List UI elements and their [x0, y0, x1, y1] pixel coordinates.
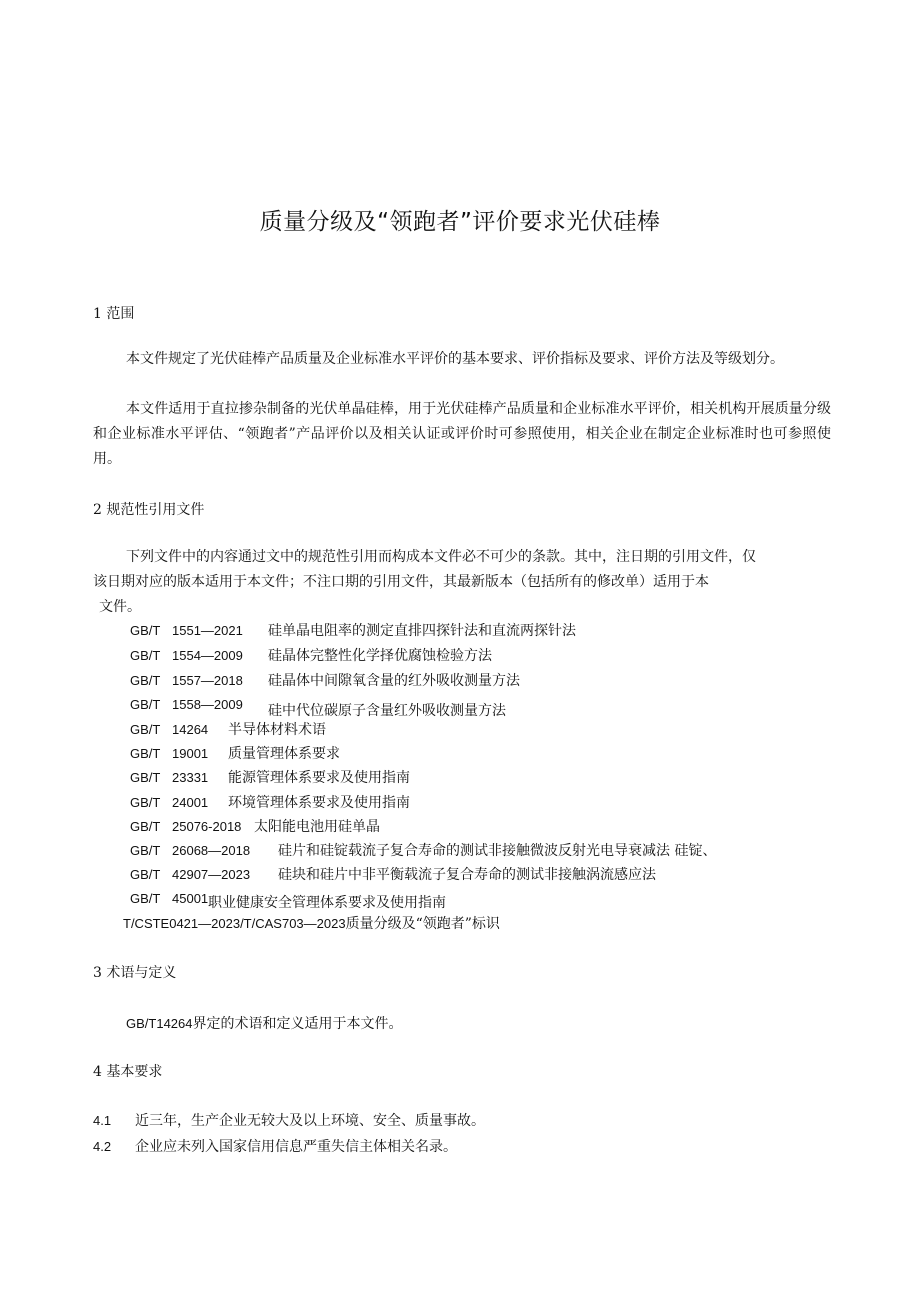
reference-item	[130, 694, 506, 719]
reference-title: 能源管理体系要求及使用指南	[228, 770, 410, 786]
section-3-text	[126, 1013, 403, 1033]
reference-item	[130, 864, 656, 884]
reference-title: 硅晶体中间隙氧含量的红外吸收测量方法	[268, 673, 520, 689]
reference-prefix: GB/T	[130, 623, 161, 638]
reference-number: 25076-2018	[172, 819, 242, 834]
reference-item	[130, 670, 520, 690]
reference-prefix: GB/T	[130, 867, 161, 882]
reference-number: 45001	[172, 891, 209, 906]
section-2-intro-line-1: 下列文件中的内容通过文中的规范性引用而构成本文件必不可少的条款。其中，注日期的引用文件，仅	[126, 549, 756, 565]
section-2-intro-line-2: 该日期对应的版本适用于本文件；不注口期的引用文件，其最新版本（包括所有的修改单）适用于本	[93, 574, 709, 590]
section-1-heading: 1 范围	[93, 306, 135, 322]
reference-number: 14264	[172, 722, 209, 737]
reference-item	[130, 645, 492, 665]
reference-prefix: GB/T	[130, 722, 161, 737]
reference-title: 质量管理体系要求	[228, 746, 340, 762]
requirement-text: 近三年，生产企业无较大及以上环境、安全、质量事故。	[135, 1113, 485, 1129]
document-title: 质量分级及“领跑者”评价要求光伏硅棒	[259, 209, 661, 235]
reference-number: 1558—2009	[172, 697, 243, 712]
requirement-number: 4.1	[93, 1113, 112, 1128]
reference-number: 26068—2018	[172, 843, 251, 858]
reference-title: 质量分级及“领跑者”标识	[345, 916, 500, 932]
requirement-text: 企业应未列入国家信用信息严重失信主体相关名录。	[135, 1139, 457, 1155]
reference-item	[130, 816, 380, 836]
reference-item	[123, 913, 500, 933]
reference-prefix: GB/T	[130, 843, 161, 858]
reference-prefix: GB/T	[130, 648, 161, 663]
reference-item	[130, 840, 716, 860]
section-1-paragraph-1: 本文件规定了光伏硅棒产品质量及企业标准水平评价的基本要求、评价指标及要求、评价方法及等级划分。	[126, 351, 784, 367]
requirement-item	[93, 1136, 457, 1156]
section-3-heading: 3 术语与定义	[93, 965, 177, 981]
reference-number: 23331	[172, 770, 209, 785]
reference-prefix: GB/T	[130, 697, 161, 712]
requirement-number: 4.2	[93, 1139, 112, 1154]
reference-title: 太阳能电池用硅单晶	[254, 819, 380, 835]
reference-prefix: GB/T	[130, 891, 161, 906]
reference-item	[130, 888, 446, 911]
reference-code: GB/T14264	[126, 1016, 193, 1031]
reference-title: 硅片和硅锭载流子复合寿命的测试非接触微波反射光电导衰减法 硅锭、	[278, 843, 717, 859]
section-4-heading: 4 基本要求	[93, 1064, 163, 1080]
reference-title: 半导体材料术语	[228, 722, 326, 738]
reference-number: 42907—2023	[172, 867, 251, 882]
reference-prefix: GB/T	[130, 795, 161, 810]
reference-prefix: GB/T	[130, 746, 161, 761]
section-2-intro-line-3: 文件。	[99, 599, 141, 615]
reference-prefix: GB/T	[130, 673, 161, 688]
reference-item	[130, 620, 576, 640]
reference-title: 职业健康安全管理体系要求及使用指南	[208, 895, 446, 911]
section-3-body: 界定的术语和定义适用于本文件。	[192, 1016, 403, 1032]
reference-number: 1551—2021	[172, 623, 243, 638]
reference-title: 硅单晶电阻率的测定直排四探针法和直流两探针法	[268, 623, 576, 639]
reference-item	[130, 743, 340, 763]
reference-title: 硅中代位碳原子含量红外吸收测量方法	[268, 703, 506, 719]
section-2-heading: 2 规范性引用文件	[93, 502, 205, 518]
reference-title: 硅块和硅片中非平衡载流子复合寿命的测试非接触涡流感应法	[278, 867, 656, 883]
section-1-paragraph-2: 本文件适用于直拉掺杂制备的光伏单晶硅棒，用于光伏硅棒产品质量和企业标准水平评价，相关机构开展质量分级和企业标准水平评估、“领跑者”产品评价以及相关认证或评价时可参照使用，相关企业在制定企业标准时也可参照使用。	[93, 401, 831, 467]
reference-number: 1557—2018	[172, 673, 243, 688]
reference-prefix: GB/T	[130, 819, 161, 834]
reference-number: 19001	[172, 746, 209, 761]
reference-item	[130, 719, 326, 739]
reference-number: 24001	[172, 795, 209, 810]
reference-title: 环境管理体系要求及使用指南	[228, 795, 410, 811]
reference-item	[130, 792, 410, 812]
reference-prefix: GB/T	[130, 770, 161, 785]
reference-number: T/CSTE0421—2023/T/CAS703—2023	[123, 916, 346, 931]
reference-item	[130, 767, 410, 787]
reference-number: 1554—2009	[172, 648, 243, 663]
reference-title: 硅晶体完整性化学择优腐蚀检验方法	[268, 648, 492, 664]
requirement-item	[93, 1110, 485, 1130]
